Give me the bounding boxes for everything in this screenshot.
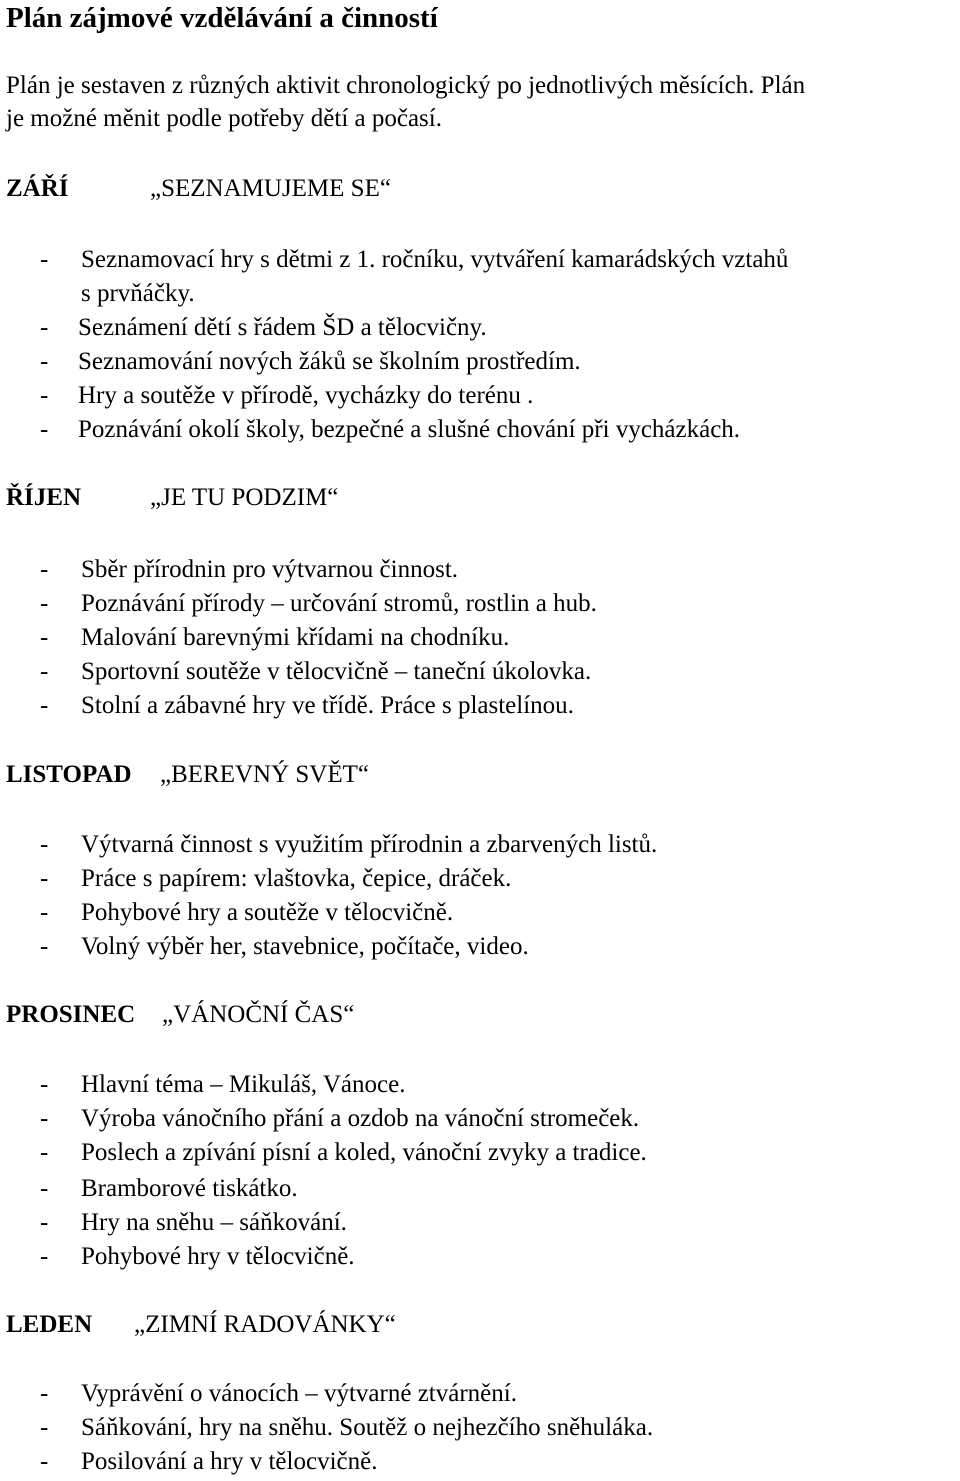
list-dash: - xyxy=(40,831,49,858)
list-dash: - xyxy=(40,1243,49,1270)
month-heading: PROSINEC xyxy=(6,1001,136,1028)
list-dash: - xyxy=(40,899,49,926)
section-theme: „ZIMNÍ RADOVÁNKY“ xyxy=(134,1311,396,1338)
list-dash: - xyxy=(40,246,49,273)
section-theme: „VÁNOČNÍ ČAS“ xyxy=(162,1001,355,1028)
list-dash: - xyxy=(40,933,49,960)
list-dash: - xyxy=(40,1209,49,1236)
list-dash: - xyxy=(40,1414,49,1441)
intro-line: je možné měnit podle potřeby dětí a počasí. xyxy=(6,105,442,132)
list-dash: - xyxy=(40,1071,49,1098)
list-dash: - xyxy=(40,624,49,651)
document-page: Plán zájmové vzdělávání a činností Plán je sestaven z různých aktivit chronologický po jednotlivých měsících. Plán je možné měnit podle potřeby dětí a počasí. ZÁŘÍ „SEZNAMUJEME SE“ - Seznamovací hry s dětmi z 1. ročníku, vytváření kamarádských vztahů s prvňáčky. - Seznámení dětí s řádem ŠD a tělocvičny. - Seznamování nových žáků se školním prostředím. - Hry a soutěže v přírodě, vycházky do terénu . - Poznávání okolí školy, bezpečné a slušné chování při vycházkách. ŘÍJEN „JE TU PODZIM“ - Sběr přírodnin pro výtvarnou činnost. - Poznávání přírody – určování stromů, rostlin a hub. - Malování barevnými křídami na chodníku. - Sportovní soutěže v tělocvičně – taneční úkolovka. - Stolní a zábavné hry ve třídě. Práce s plastelínou. LISTOPAD „BEREVNÝ SVĚT“ - Výtvarná činnost s využitím přírodnin a zbarvených listů. - Práce s papírem: vlaštovka, čepice, dráček. - Pohybové hry a soutěže v tělocvičně. - Volný výběr her, stavebnice, počítače, video. PROSINEC „VÁNOČNÍ ČAS“ - Hlavní téma – Mikuláš, Vánoce. - Výroba vánočního přání a ozdob na vánoční stromeček. - Poslech a zpívání písní a koled, vánoční zvyky a tradice. - Bramborové tiskátko. - Hry na sněhu – sáňkování. - Pohybové hry v tělocvičně. LEDEN „ZIMNÍ RADOVÁNKY“ - Vyprávění o vánocích – výtvarné ztvárnění. - Sáňkování, hry na sněhu. Soutěž o nejhezčího sněhuláka. - Posilování a hry v tělocvičně. xyxy=(0,0,960,1481)
month-heading: ZÁŘÍ xyxy=(6,175,69,202)
list-dash: - xyxy=(40,1139,49,1166)
list-dash: - xyxy=(40,382,49,409)
list-dash: - xyxy=(40,1448,49,1475)
page-title: Plán zájmové vzdělávání a činností xyxy=(6,2,438,34)
list-dash: - xyxy=(40,692,49,719)
month-heading: LEDEN xyxy=(6,1311,93,1338)
list-dash: - xyxy=(40,348,49,375)
section-theme: „BEREVNÝ SVĚT“ xyxy=(160,761,369,788)
month-heading: LISTOPAD xyxy=(6,761,132,788)
intro-line: Plán je sestaven z různých aktivit chronologický po jednotlivých měsících. Plán xyxy=(6,72,806,99)
list-dash: - xyxy=(40,416,49,443)
month-heading: ŘÍJEN xyxy=(6,484,82,511)
list-dash: - xyxy=(40,556,49,583)
list-dash: - xyxy=(40,590,49,617)
list-dash: - xyxy=(40,314,49,341)
list-dash: - xyxy=(40,1380,49,1407)
list-dash: - xyxy=(40,1105,49,1132)
list-dash: - xyxy=(40,865,49,892)
list-dash: - xyxy=(40,658,49,685)
section-theme: „SEZNAMUJEME SE“ xyxy=(150,175,391,202)
list-dash: - xyxy=(40,1175,49,1202)
section-theme: „JE TU PODZIM“ xyxy=(150,484,339,511)
